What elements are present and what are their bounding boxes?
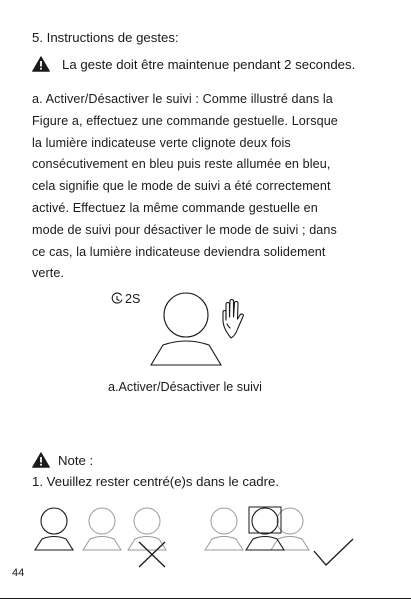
person-icon	[35, 508, 73, 550]
open-hand-icon	[223, 300, 243, 339]
note-label: Note :	[58, 452, 94, 468]
paragraph-line: consécutivement en bleu puis reste allumée en bleu,	[32, 157, 331, 172]
instruction-paragraph	[32, 89, 372, 285]
paragraph-line: ce cas, la lumière indicateuse deviendra solidement	[32, 244, 326, 259]
paragraph-line: activé. Effectuez la même commande gestuelle en	[32, 200, 318, 215]
paragraph-line: Figure a, effectuez une commande gestuelle. Lorsque	[32, 113, 338, 128]
clock-icon	[112, 293, 122, 303]
section-title: 5. Instructions de gestes:	[32, 30, 179, 45]
figure-off-center-wrong	[32, 505, 172, 571]
paragraph-line: cela signifie que le mode de suivi a été correctement	[32, 179, 331, 194]
warning-triangle-icon	[32, 452, 50, 468]
person-icon	[151, 293, 221, 365]
person-icon	[83, 508, 166, 550]
warning-text: La geste doit être maintenue pendant 2 secondes.	[62, 56, 356, 72]
timer-label: 2S	[125, 292, 141, 306]
note-heading	[32, 452, 93, 468]
person-icon	[205, 508, 309, 550]
warning-triangle-icon	[32, 56, 50, 72]
note-item-1: 1. Veuillez rester centré(e)s dans le cadre.	[32, 474, 280, 489]
paragraph-line: mode de suivi pour désactiver le mode de suivi ; dans	[32, 222, 337, 237]
figure-a-caption: a.Activer/Désactiver le suivi	[108, 380, 262, 394]
paragraph-line: la lumière indicateuse verte clignote deux fois	[32, 135, 291, 150]
page-bottom-rule	[0, 598, 411, 599]
figure-a-illustration	[105, 288, 285, 368]
frame-box	[249, 507, 281, 533]
paragraph-line: a. Activer/Désactiver le suivi : Comme illustré dans la	[32, 92, 333, 106]
cross-icon	[139, 542, 165, 567]
figure-centered-right	[198, 505, 358, 571]
page-number: 44	[12, 567, 25, 579]
paragraph-line: verte.	[32, 266, 65, 281]
check-icon	[314, 539, 353, 565]
warning-line	[32, 56, 355, 72]
